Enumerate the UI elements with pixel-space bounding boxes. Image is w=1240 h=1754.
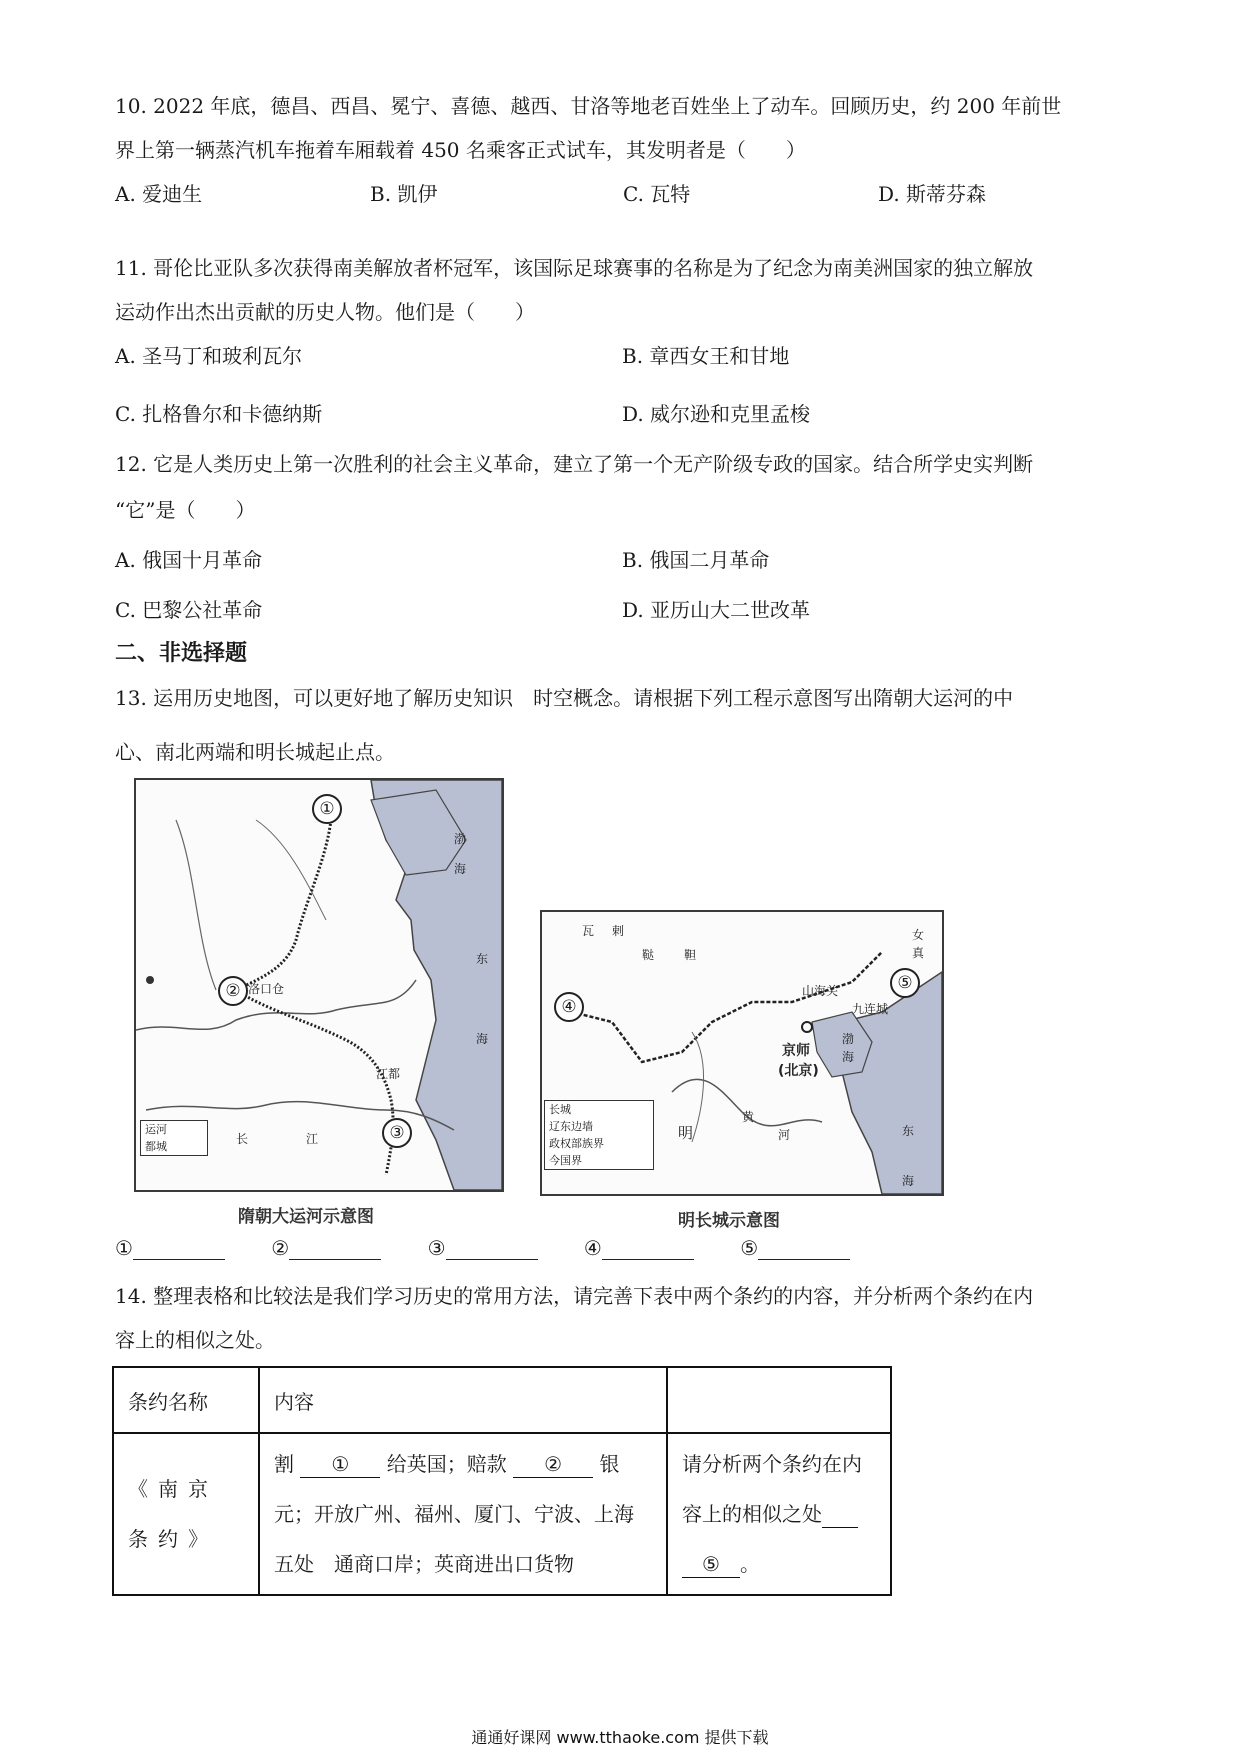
map2-legend-liaodong: 辽东边墙 [549, 1120, 593, 1133]
map1-label-jiang: 江 [306, 1132, 319, 1146]
q11-option-d[interactable]: D. 威尔逊和克里孟梭 [622, 402, 811, 426]
blank-4[interactable]: ④ [584, 1236, 694, 1260]
map2-marker-5: ⑤ [890, 968, 920, 998]
sui-canal-map [134, 778, 504, 1192]
map1-label-chang: 长 [236, 1132, 249, 1146]
map1-marker-3: ③ [382, 1118, 412, 1148]
map2-label-bo: 渤 [842, 1032, 855, 1046]
q12-option-b[interactable]: B. 俄国二月革命 [622, 548, 770, 572]
q14-stem-line1: 14. 整理表格和比较法是我们学习历史的常用方法，请完善下表中两个条约的内容，并分析两个条约在内 [115, 1284, 1034, 1308]
map1-label-bo: 渤 [454, 832, 467, 846]
map2-legend-wall: 长城 [549, 1103, 571, 1116]
cell-content [259, 1433, 667, 1595]
map1-marker-2: ② [218, 976, 248, 1006]
analysis-end: 。 [740, 1552, 760, 1576]
cell-treaty-name: 《南京条约》 [113, 1433, 259, 1595]
map2-label-zhen: 真 [912, 946, 925, 960]
map2-label-ming: 明 [678, 1124, 694, 1142]
map2-label-dong: 东 [902, 1124, 915, 1138]
map2-caption: 明长城示意图 [678, 1211, 780, 1231]
map2-marker-4: ④ [554, 992, 584, 1022]
map1-legend [140, 1120, 208, 1156]
analysis-prompt: 请分析两个条约在内容上的相似之处 [682, 1452, 862, 1526]
q14-stem-line2: 容上的相似之处。 [115, 1328, 275, 1352]
q12-option-d[interactable]: D. 亚历山大二世改革 [622, 598, 811, 622]
footer: 通通好课网 www.tthaoke.com 提供下载 [471, 1728, 769, 1747]
blank-indemnity[interactable]: ② [513, 1451, 593, 1478]
blank-2[interactable]: ② [271, 1236, 381, 1260]
map2-label-hai: 海 [902, 1174, 915, 1188]
header-content: 内容 [259, 1367, 667, 1433]
q13-stem-line2: 心、南北两端和明长城起止点。 [115, 740, 395, 764]
map2-label-shanhaiguan: 山海关 [802, 984, 839, 998]
map2-label-beijing: (北京) [778, 1063, 819, 1079]
q10-stem-line2: 界上第一辆蒸汽机车拖着车厢载着 450 名乘客正式试车，其发明者是（ ） [115, 138, 806, 162]
content-part-b: 给英国；赔款 [386, 1452, 507, 1476]
treaty-table [112, 1366, 892, 1596]
blank-1[interactable]: ① [115, 1236, 225, 1260]
map1-label-jiangdu: 江都 [376, 1067, 401, 1081]
q11-option-c[interactable]: C. 扎格鲁尔和卡德纳斯 [115, 402, 323, 426]
content-part-c: 银元；开放广州、福州、厦门、宁波、上海五处 通商口岸；英商进出口货物 [274, 1452, 634, 1576]
map1-label-hai2: 海 [476, 1032, 489, 1046]
q13-stem-line1: 13. 运用历史地图，可以更好地了解历史知识 时空概念。请根据下列工程示意图写出隋朝大运河的中 [115, 686, 1014, 710]
map1-label-luokoucang: 洛口仓 [248, 982, 285, 996]
q12-option-a[interactable]: A. 俄国十月革命 [115, 548, 263, 572]
map1-marker-1: ① [312, 794, 342, 824]
map1-legend-capital: 都城 [145, 1140, 167, 1153]
q10-option-c[interactable]: C. 瓦特 [623, 182, 691, 206]
map1-label-hai: 海 [454, 862, 467, 876]
map2-label-jingshi: 京师 [782, 1043, 810, 1059]
q11-stem-line1: 11. 哥伦比亚队多次获得南美解放者杯冠军，该国际足球赛事的名称是为了纪念为南美洲国家的独立解放 [115, 256, 1034, 280]
header-treaty-name: 条约名称 [113, 1367, 259, 1433]
blank-3[interactable]: ③ [428, 1236, 538, 1260]
q10-option-d[interactable]: D. 斯蒂芬森 [878, 182, 987, 206]
blank-similarity[interactable]: ⑤ [682, 1551, 740, 1578]
map1-caption: 隋朝大运河示意图 [238, 1207, 374, 1227]
map2-legend [544, 1100, 654, 1170]
q12-stem-line1: 12. 它是人类历史上第一次胜利的社会主义革命，建立了第一个无产阶级专政的国家。结合所学史实判断 [115, 452, 1034, 476]
ming-wall-map [540, 910, 944, 1196]
content-part-a: 割 [274, 1452, 294, 1476]
map2-label-nv: 女 [912, 928, 925, 942]
map2-label-la: 剌 [612, 924, 625, 938]
q11-option-a[interactable]: A. 圣马丁和玻利瓦尔 [115, 344, 303, 368]
map2-label-hai2: 海 [842, 1050, 855, 1064]
map2-label-huang: 黄 [742, 1110, 755, 1124]
section-title: 二、非选择题 [115, 641, 248, 666]
blank-cession[interactable]: ① [300, 1451, 380, 1478]
q10-option-a[interactable]: A. 爱迪生 [115, 182, 203, 206]
map2-legend-modern: 今国界 [549, 1154, 582, 1167]
map1-label-dong: 东 [476, 952, 489, 966]
cell-analysis [667, 1433, 891, 1595]
analysis-blank-line[interactable] [822, 1501, 858, 1528]
map2-label-dan: 靼 [684, 948, 697, 962]
map1-legend-canal: 运河 [145, 1123, 167, 1136]
q10-option-b[interactable]: B. 凯伊 [370, 182, 438, 206]
map2-label-he: 河 [778, 1128, 791, 1142]
q10-stem-line1: 10. 2022 年底，德昌、西昌、冕宁、喜德、越西、甘洛等地老百姓坐上了动车。回顾历史，约 200 年前世 [115, 94, 1062, 118]
q11-stem-line2: 运动作出杰出贡献的历史人物。他们是（ ） [115, 300, 535, 324]
header-empty [667, 1367, 891, 1433]
map2-label-jiuliancheng: 九连城 [852, 1002, 889, 1016]
q12-option-c[interactable]: C. 巴黎公社革命 [115, 598, 263, 622]
q11-option-b[interactable]: B. 章西女王和甘地 [622, 344, 790, 368]
q12-stem-line2: “它”是（ ） [115, 498, 256, 522]
map2-label-da: 鞑 [642, 948, 655, 962]
q13-answer-blanks [115, 1236, 890, 1260]
map2-legend-border: 政权部族界 [549, 1137, 604, 1150]
map2-label-wa: 瓦 [582, 924, 595, 938]
blank-5[interactable]: ⑤ [740, 1236, 850, 1260]
